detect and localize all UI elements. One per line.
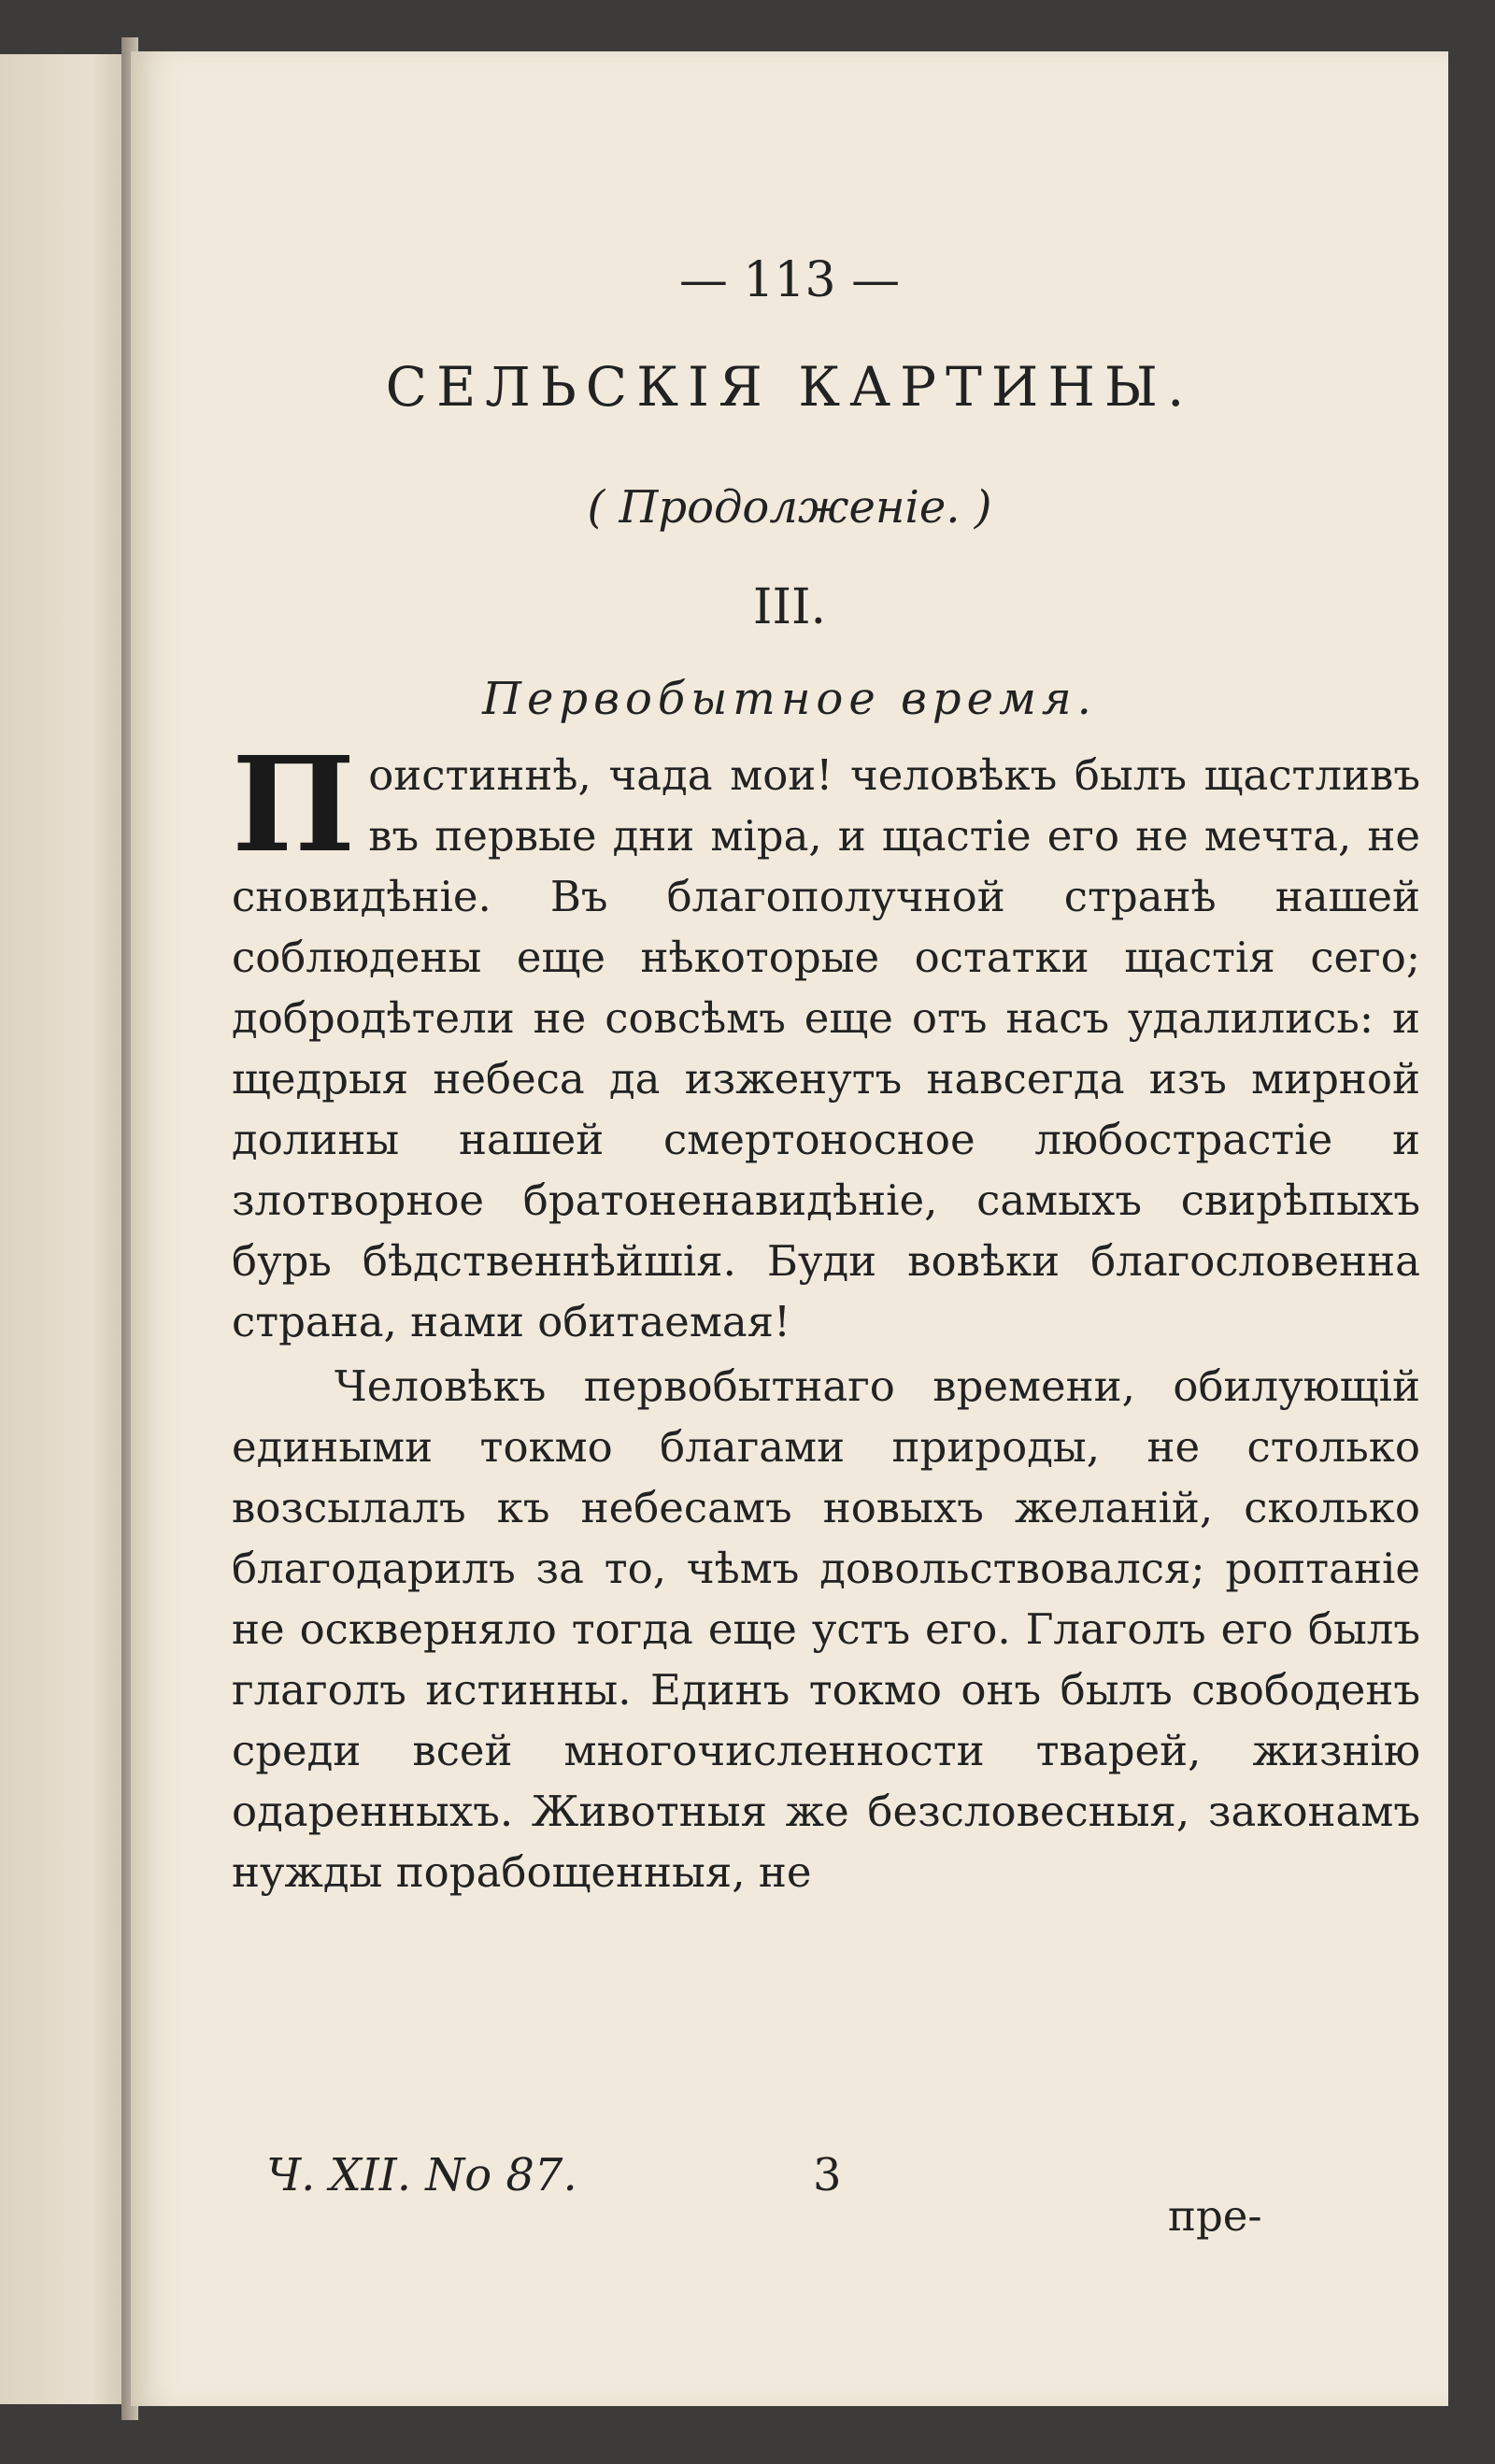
body-text [232, 729, 1420, 1902]
paragraph-1 [232, 729, 1420, 1352]
section-heading: Первобытное время. [482, 673, 1097, 725]
chapter-subtitle: ( Продолженіе. ) [587, 481, 992, 534]
left-page-edge [0, 54, 131, 2404]
paragraph-1-text: оистиннѣ, чада мои! человѣкъ былъ щастливъ въ первые дни міра, и щастіе его не мечта, не сновидѣніе. Въ благополучной странѣ нашей соблюдены еще нѣкоторые остатки щастія сего; добродѣтели не совсѣмъ еще отъ насъ удалились: и щедрыя небеса да изженутъ навсегда изъ мирной долины нашей смертоносное любострастіе и злотворное братоненавидѣніе, самыхъ свирѣпыхъ бурь бѣдственнѣйшія. Буди вовѣки благословенна страна, нами обитаемая! [232, 750, 1420, 1346]
section-number: III. [752, 579, 827, 635]
chapter-title: СЕЛЬСКІЯ КАРТИНЫ. [385, 355, 1194, 419]
book-page [131, 51, 1448, 2406]
sheet-mark: 3 [813, 2149, 842, 2201]
signature-mark: Ч. XII. No 87. [266, 2149, 577, 2201]
drop-cap: П [232, 729, 356, 882]
catchword: пре- [1168, 2191, 1262, 2241]
paragraph-2: Человѣкъ первобытнаго времени, обилующій едиными токмо благами природы, не столько возсылалъ къ небесамъ новыхъ желаній, сколько благодарилъ за то, чѣмъ довольствовался; роптаніе не оскверняло тогда еще устъ его. Глаголъ его былъ глаголъ истинны. Единъ токмо онъ былъ свободенъ среди всей многочисленности тварей, жизнію одаренныхъ. Животныя же безсловесныя, законамъ нужды порабощенныя, не [232, 1361, 1420, 1897]
page-number: — 113 — [678, 252, 901, 308]
